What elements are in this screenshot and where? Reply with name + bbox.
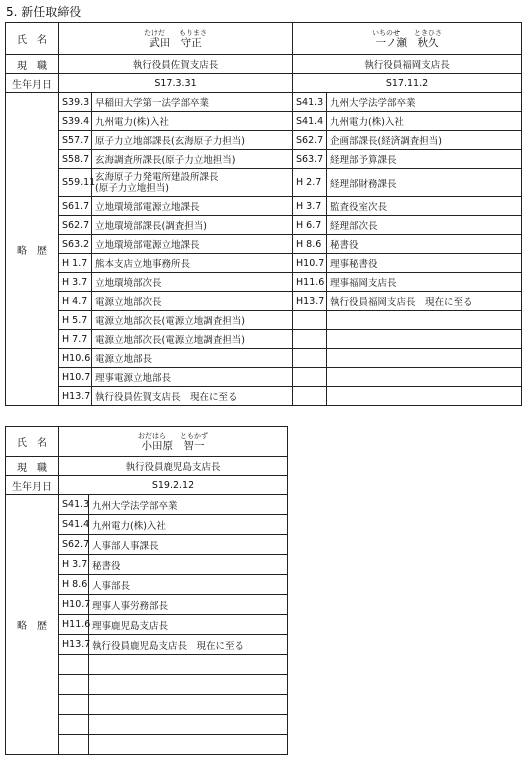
career-row (6, 150, 522, 169)
career-row (6, 330, 522, 349)
career-text: 人事部長 (89, 575, 288, 595)
career-text: 玄海調査所課長(原子力立地担当) (92, 150, 293, 169)
furigana-family: おだはら (138, 431, 166, 440)
furigana-given: ともかず (180, 431, 208, 440)
candidate-2-position: 執行役員福岡支店長 (293, 55, 522, 74)
candidate-2-birth: S17.11.2 (293, 74, 522, 93)
candidate-3-name-cell (59, 427, 288, 457)
career-text: 人事部人事課長 (89, 535, 288, 555)
career-date: S59.11 (59, 169, 92, 197)
candidate-3-birth: S19.2.12 (59, 476, 288, 495)
career-text: 立地環境部電源立地課長 (92, 235, 293, 254)
career-date (293, 387, 327, 406)
candidate-3-position: 執行役員鹿児島支店長 (59, 457, 288, 476)
career-row (6, 311, 522, 330)
career-text: 九州電力(株)入社 (92, 112, 293, 131)
career-date: S63.7 (293, 150, 327, 169)
career-date: S57.7 (59, 131, 92, 150)
career-text: 九州電力(株)入社 (327, 112, 522, 131)
career-date: H 3.7 (293, 197, 327, 216)
career-date: H 6.7 (293, 216, 327, 235)
career-text: 電源立地部次長 (92, 292, 293, 311)
candidate-2-name-cell (293, 23, 522, 55)
career-row (6, 93, 522, 112)
career-date: S62.7 (59, 216, 92, 235)
birth-label: 生年月日 (6, 476, 59, 495)
career-date: H 3.7 (59, 273, 92, 292)
career-text: 九州大学法学部卒業 (327, 93, 522, 112)
career-date (293, 311, 327, 330)
career-text: 理事秘書役 (327, 254, 522, 273)
career-text: 経理部予算課長 (327, 150, 522, 169)
career-text: 電源立地部次長(電源立地調査担当) (92, 311, 293, 330)
birth-label: 生年月日 (6, 74, 59, 93)
career-text (327, 387, 522, 406)
career-text: 電源立地部次長(電源立地調査担当) (92, 330, 293, 349)
career-row (6, 216, 522, 235)
career-date (59, 655, 89, 675)
career-date: H11.6 (59, 615, 89, 635)
career-row (6, 368, 522, 387)
career-text (327, 368, 522, 387)
career-row (6, 169, 522, 197)
director-table-1 (5, 22, 522, 406)
career-text: 理事鹿児島支店長 (89, 615, 288, 635)
career-text (89, 655, 288, 675)
career-text (89, 675, 288, 695)
director-table-2 (5, 426, 288, 755)
career-text (89, 695, 288, 715)
candidate-1-name-cell (59, 23, 293, 55)
career-date: S63.2 (59, 235, 92, 254)
career-text: 熊本支店立地事務所長 (92, 254, 293, 273)
career-row (6, 235, 522, 254)
career-text (327, 330, 522, 349)
career-row (6, 292, 522, 311)
career-date: S61.7 (59, 197, 92, 216)
career-text: 理事福岡支店長 (327, 273, 522, 292)
career-row (6, 349, 522, 368)
career-text: 執行役員鹿児島支店長 現在に至る (89, 635, 288, 655)
career-text: 執行役員福岡支店長 現在に至る (327, 292, 522, 311)
career-text: 理事電源立地部長 (92, 368, 293, 387)
career-date: S58.7 (59, 150, 92, 169)
career-row (6, 197, 522, 216)
career-date: H10.7 (59, 368, 92, 387)
career-date: S41.4 (59, 515, 89, 535)
career-date: H 1.7 (59, 254, 92, 273)
career-date (293, 368, 327, 387)
career-date (59, 675, 89, 695)
career-date: H10.6 (59, 349, 92, 368)
career-row (6, 112, 522, 131)
career-text: 企画部課長(経済調査担当) (327, 131, 522, 150)
career-row (6, 495, 288, 515)
career-text: 九州電力(株)入社 (89, 515, 288, 535)
career-label: 略 歴 (6, 495, 59, 755)
career-row (6, 273, 522, 292)
career-date: H 5.7 (59, 311, 92, 330)
career-text (327, 311, 522, 330)
name-label: 氏 名 (6, 23, 59, 55)
career-date (59, 735, 89, 755)
career-date: H13.7 (59, 387, 92, 406)
career-date: S41.3 (59, 495, 89, 515)
career-date: S41.4 (293, 112, 327, 131)
candidate-2-name: 一ノ瀬 秋久 (375, 36, 439, 49)
career-text: 立地環境部電源立地課長 (92, 197, 293, 216)
position-label: 現 職 (6, 55, 59, 74)
career-text: 秘書役 (89, 555, 288, 575)
career-date: S39.3 (59, 93, 92, 112)
career-date: H 7.7 (59, 330, 92, 349)
career-date: H 3.7 (59, 555, 89, 575)
career-text: 執行役員佐賀支店長 現在に至る (92, 387, 293, 406)
career-date: H 8.6 (293, 235, 327, 254)
career-text (89, 715, 288, 735)
furigana-given: もりまさ (179, 28, 207, 37)
career-text: 原子力立地部課長(玄海原子力担当) (92, 131, 293, 150)
name-label: 氏 名 (6, 427, 59, 457)
position-label: 現 職 (6, 457, 59, 476)
candidate-1-position: 執行役員佐賀支店長 (59, 55, 293, 74)
candidate-1-birth: S17.3.31 (59, 74, 293, 93)
career-date: H 2.7 (293, 169, 327, 197)
career-date (293, 330, 327, 349)
career-text: 監査役室次長 (327, 197, 522, 216)
career-row (6, 254, 522, 273)
career-text: 立地環境部課長(調査担当) (92, 216, 293, 235)
career-row (6, 387, 522, 406)
career-date: S41.3 (293, 93, 327, 112)
career-text (89, 735, 288, 755)
career-text (327, 349, 522, 368)
career-date (59, 715, 89, 735)
career-text: 経理部財務課長 (327, 169, 522, 197)
career-date: S62.7 (59, 535, 89, 555)
career-text: 電源立地部長 (92, 349, 293, 368)
career-label: 略 歴 (6, 93, 59, 406)
section-title: 5. 新任取締役 (6, 5, 82, 19)
career-text: 経理部次長 (327, 216, 522, 235)
career-text: 早稲田大学第一法学部卒業 (92, 93, 293, 112)
career-date (59, 695, 89, 715)
career-text: 玄海原子力発電所建設所課長 (原子力立地担当) (92, 169, 293, 197)
career-row (6, 131, 522, 150)
career-date: H 8.6 (59, 575, 89, 595)
career-date: S62.7 (293, 131, 327, 150)
career-text: 九州大学法学部卒業 (89, 495, 288, 515)
candidate-3-name: 小田原 智一 (141, 439, 205, 452)
career-date: H10.7 (59, 595, 89, 615)
career-date: S39.4 (59, 112, 92, 131)
career-date: H13.7 (59, 635, 89, 655)
furigana-family: たけだ (144, 28, 165, 37)
career-text: 秘書役 (327, 235, 522, 254)
career-date: H11.6 (293, 273, 327, 292)
furigana-family: いちのせ (372, 28, 400, 37)
furigana-given: ときひさ (414, 28, 442, 37)
career-text: 立地環境部次長 (92, 273, 293, 292)
career-date: H13.7 (293, 292, 327, 311)
career-date: H10.7 (293, 254, 327, 273)
career-date: H 4.7 (59, 292, 92, 311)
career-text: 理事人事労務部長 (89, 595, 288, 615)
career-date (293, 349, 327, 368)
candidate-1-name: 武田 守正 (149, 36, 202, 49)
